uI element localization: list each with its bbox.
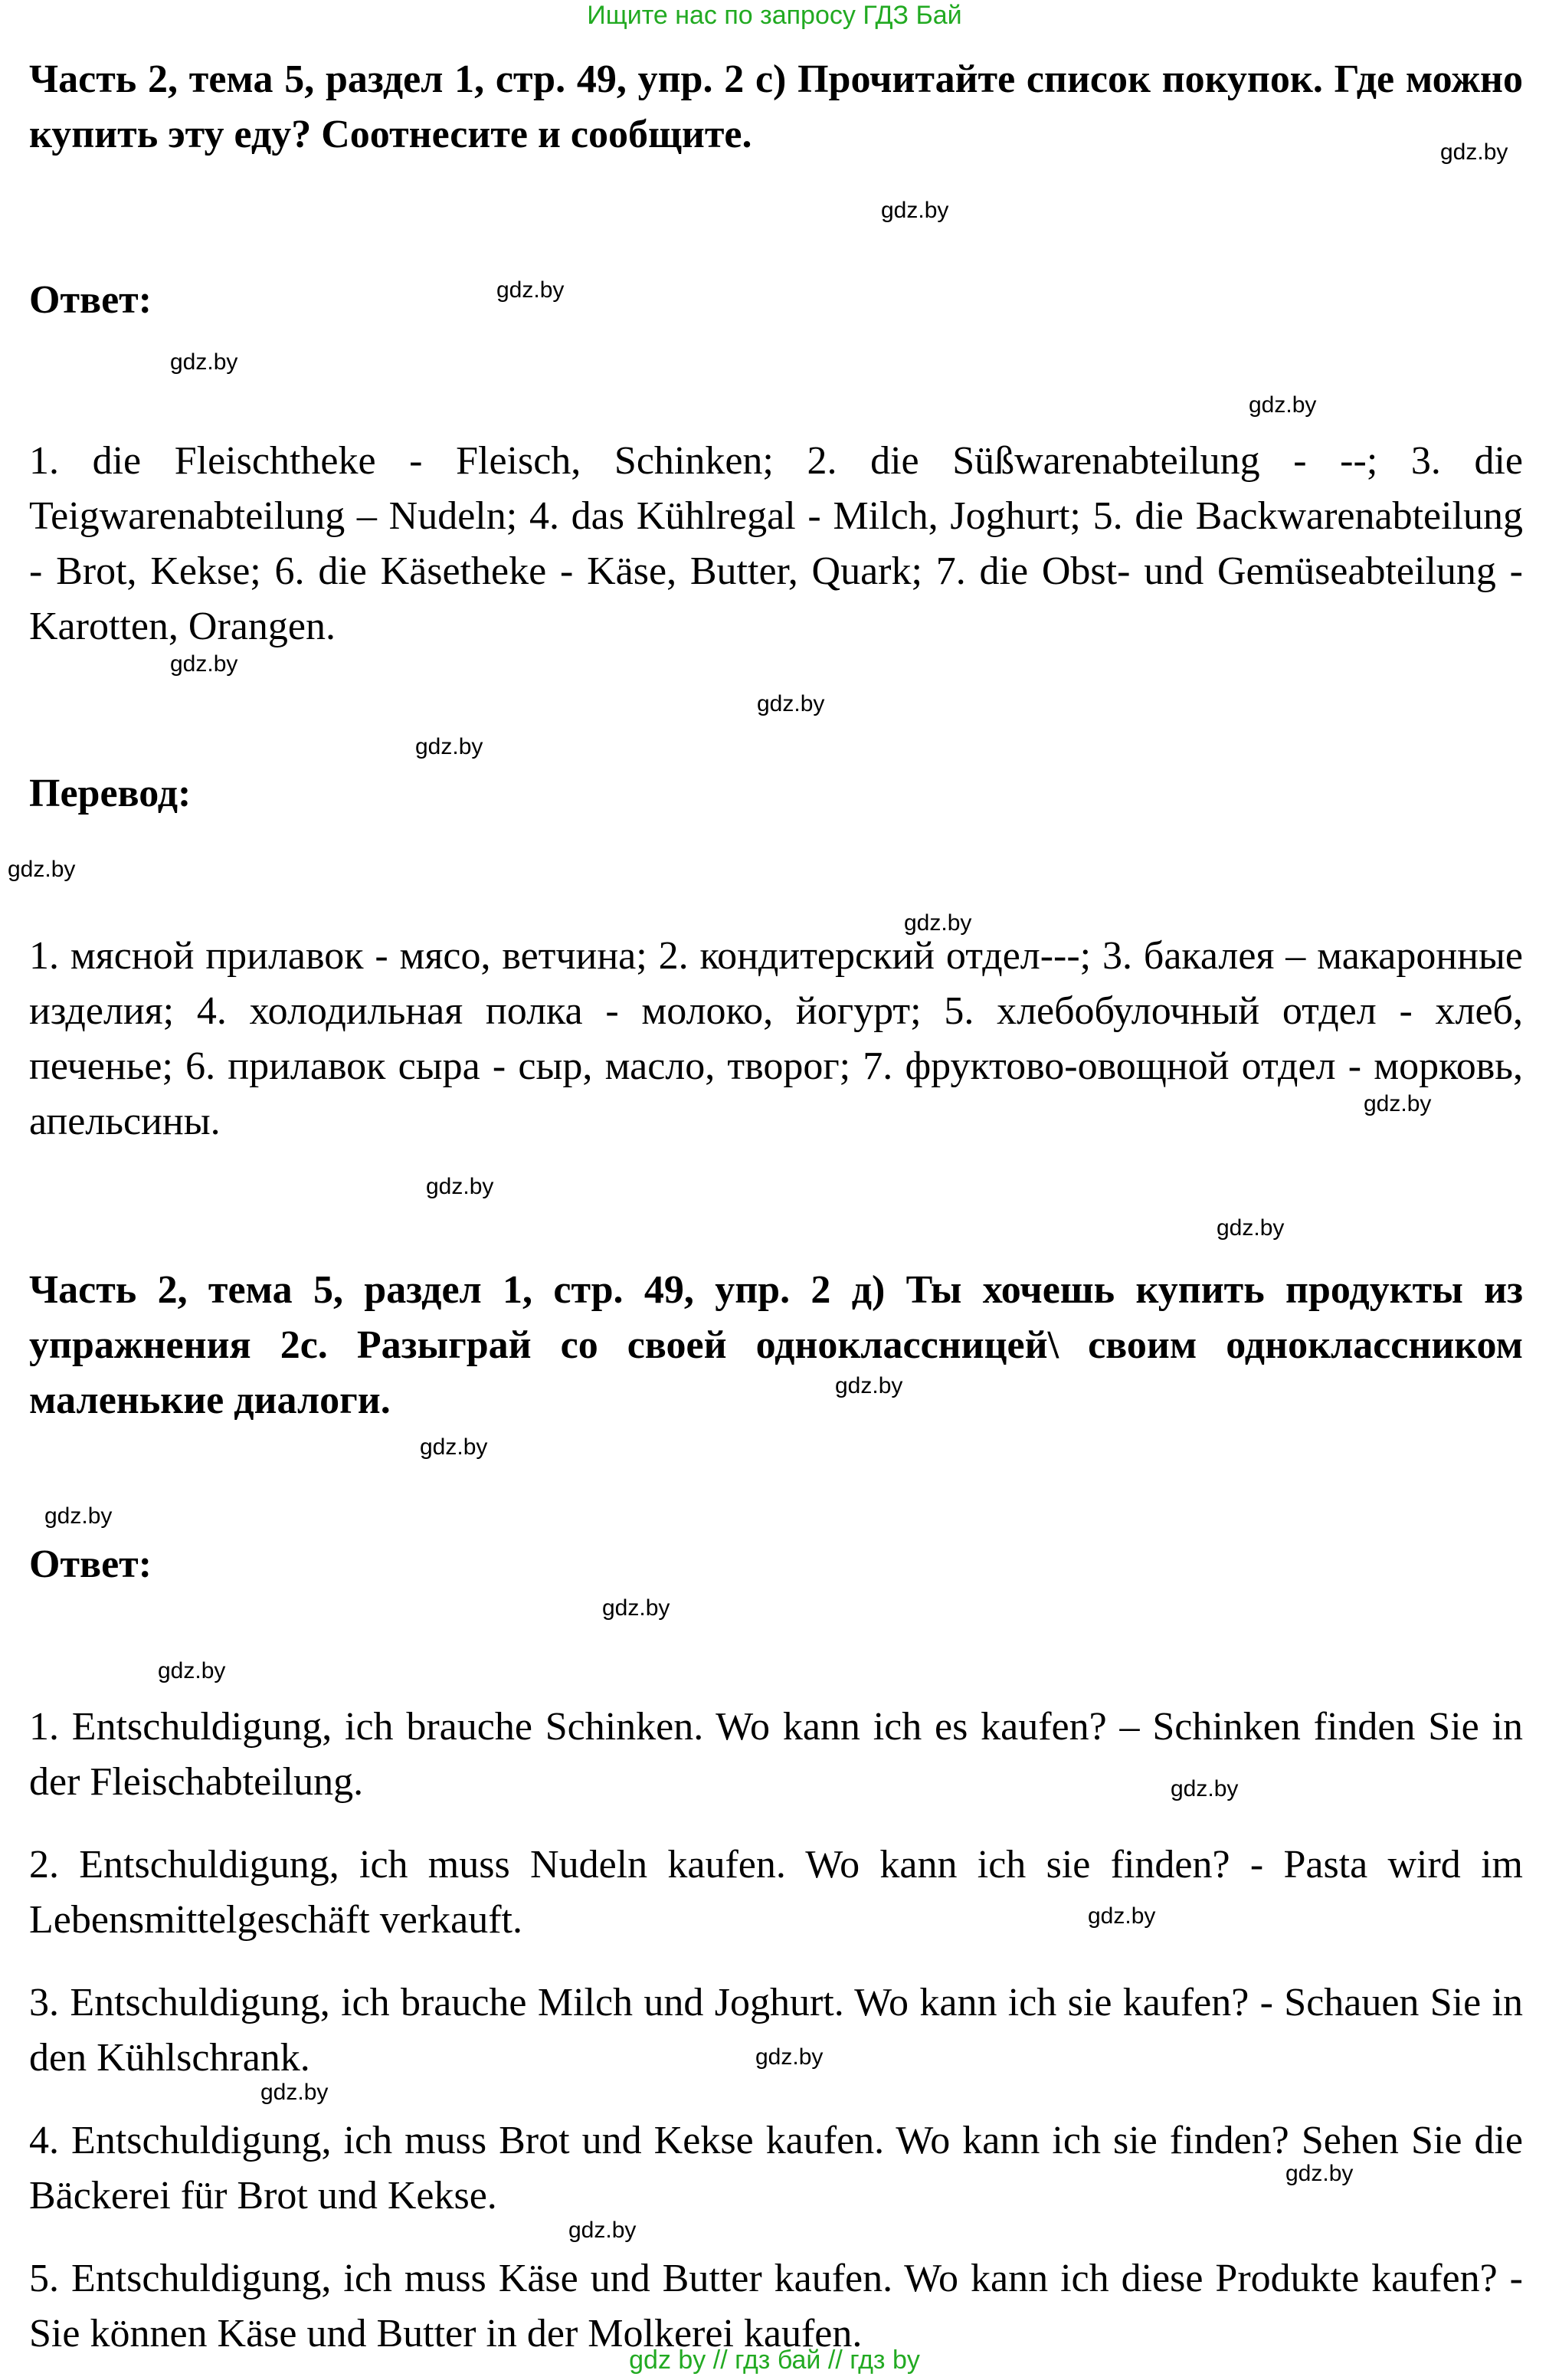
watermark: gdz.by — [415, 734, 483, 759]
watermark: gdz.by — [170, 651, 238, 677]
watermark: gdz.by — [420, 1434, 488, 1460]
translation-text: 1. мясной прилавок - мясо, ветчина; 2. кондитерский отдел---; 3. бакалея – макаронные изделия; 4. холодильная полка - молоко, йогурт; 5. хлебобулочный отдел - хлеб, печенье; 6. прилавок сыра - сыр, масло, творог; 7. фруктово-овощной отдел - морковь, апельсины. — [29, 934, 1523, 1143]
watermark: gdz.by — [158, 1658, 226, 1683]
watermark: gdz.by — [602, 1595, 670, 1621]
watermark: gdz.by — [44, 1503, 113, 1529]
watermark: gdz.by — [1217, 1215, 1285, 1241]
watermark: gdz.by — [1440, 139, 1508, 165]
watermark: gdz.by — [1285, 2161, 1354, 2186]
dialog-5: 5. Entschuldigung, ich muss Käse und Butter kaufen. Wo kann ich diese Produkte kaufen? - Sie können Käse und Butter in der Molkerei kaufen. — [29, 2257, 1523, 2355]
watermark: gdz.by — [881, 198, 949, 223]
watermark: gdz.by — [835, 1373, 903, 1398]
watermark: gdz.by — [1171, 1776, 1239, 1801]
top-banner[interactable]: Ищите нас по запросу ГДЗ Бай — [587, 1, 962, 30]
watermark: gdz.by — [568, 2218, 637, 2243]
translation-label: Перевод: — [29, 772, 192, 815]
dialog-3: 3. Entschuldigung, ich brauche Milch und Joghurt. Wo kann ich sie kaufen? - Schauen Sie in den Kühlschrank. — [29, 1981, 1523, 2080]
watermark: gdz.by — [1249, 392, 1317, 418]
watermark: gdz.by — [426, 1174, 494, 1199]
watermark: gdz.by — [8, 857, 76, 882]
watermark: gdz.by — [260, 2080, 329, 2105]
answer-label-2c: Ответ: — [29, 278, 152, 322]
footer-links[interactable]: gdz by // гдз бай // гдз by — [629, 2346, 920, 2375]
watermark: gdz.by — [1364, 1091, 1432, 1116]
dialog-2: 2. Entschuldigung, ich muss Nudeln kaufen. Wo kann ich sie finden? - Pasta wird im Lebensmittelgeschäft verkauft. — [29, 1843, 1523, 1942]
watermark: gdz.by — [755, 2044, 824, 2070]
answer-label-2d: Ответ: — [29, 1542, 152, 1586]
watermark: gdz.by — [904, 910, 972, 936]
watermark: gdz.by — [170, 349, 238, 375]
watermark: gdz.by — [1088, 1903, 1156, 1929]
watermark: gdz.by — [496, 277, 565, 303]
answer-text-2c: 1. die Fleischtheke - Fleisch, Schinken; 2. die Süßwarenabteilung - --; 3. die Teigwarenabteilung – Nudeln; 4. das Kühlregal - Milch, Joghurt; 5. die Backwarenabteilung - Brot, Kekse; 6. die Käsetheke - Käse, Butter, Quark; 7. die Obst- und Gemüseabteilung - Karotten, Orangen. — [29, 439, 1523, 648]
exercise-2c-heading: Часть 2, тема 5, раздел 1, стр. 49, упр. 2 с) Прочитайте список покупок. Где можно купить эту еду? Соотнесите и сообщите. — [29, 57, 1523, 156]
watermark: gdz.by — [757, 691, 825, 716]
dialog-1: 1. Entschuldigung, ich brauche Schinken. Wo kann ich es kaufen? – Schinken finden Sie in der Fleischabteilung. — [29, 1705, 1523, 1804]
exercise-2d-heading: Часть 2, тема 5, раздел 1, стр. 49, упр. 2 д) Ты хочешь купить продукты из упражнения 2с. Разыграй со своей одноклассницей\ своим одноклассником маленькие диалоги. — [29, 1268, 1523, 1422]
dialog-4: 4. Entschuldigung, ich muss Brot und Kekse kaufen. Wo kann ich sie finden? Sehen Sie die Bäckerei für Brot und Kekse. — [29, 2119, 1523, 2218]
